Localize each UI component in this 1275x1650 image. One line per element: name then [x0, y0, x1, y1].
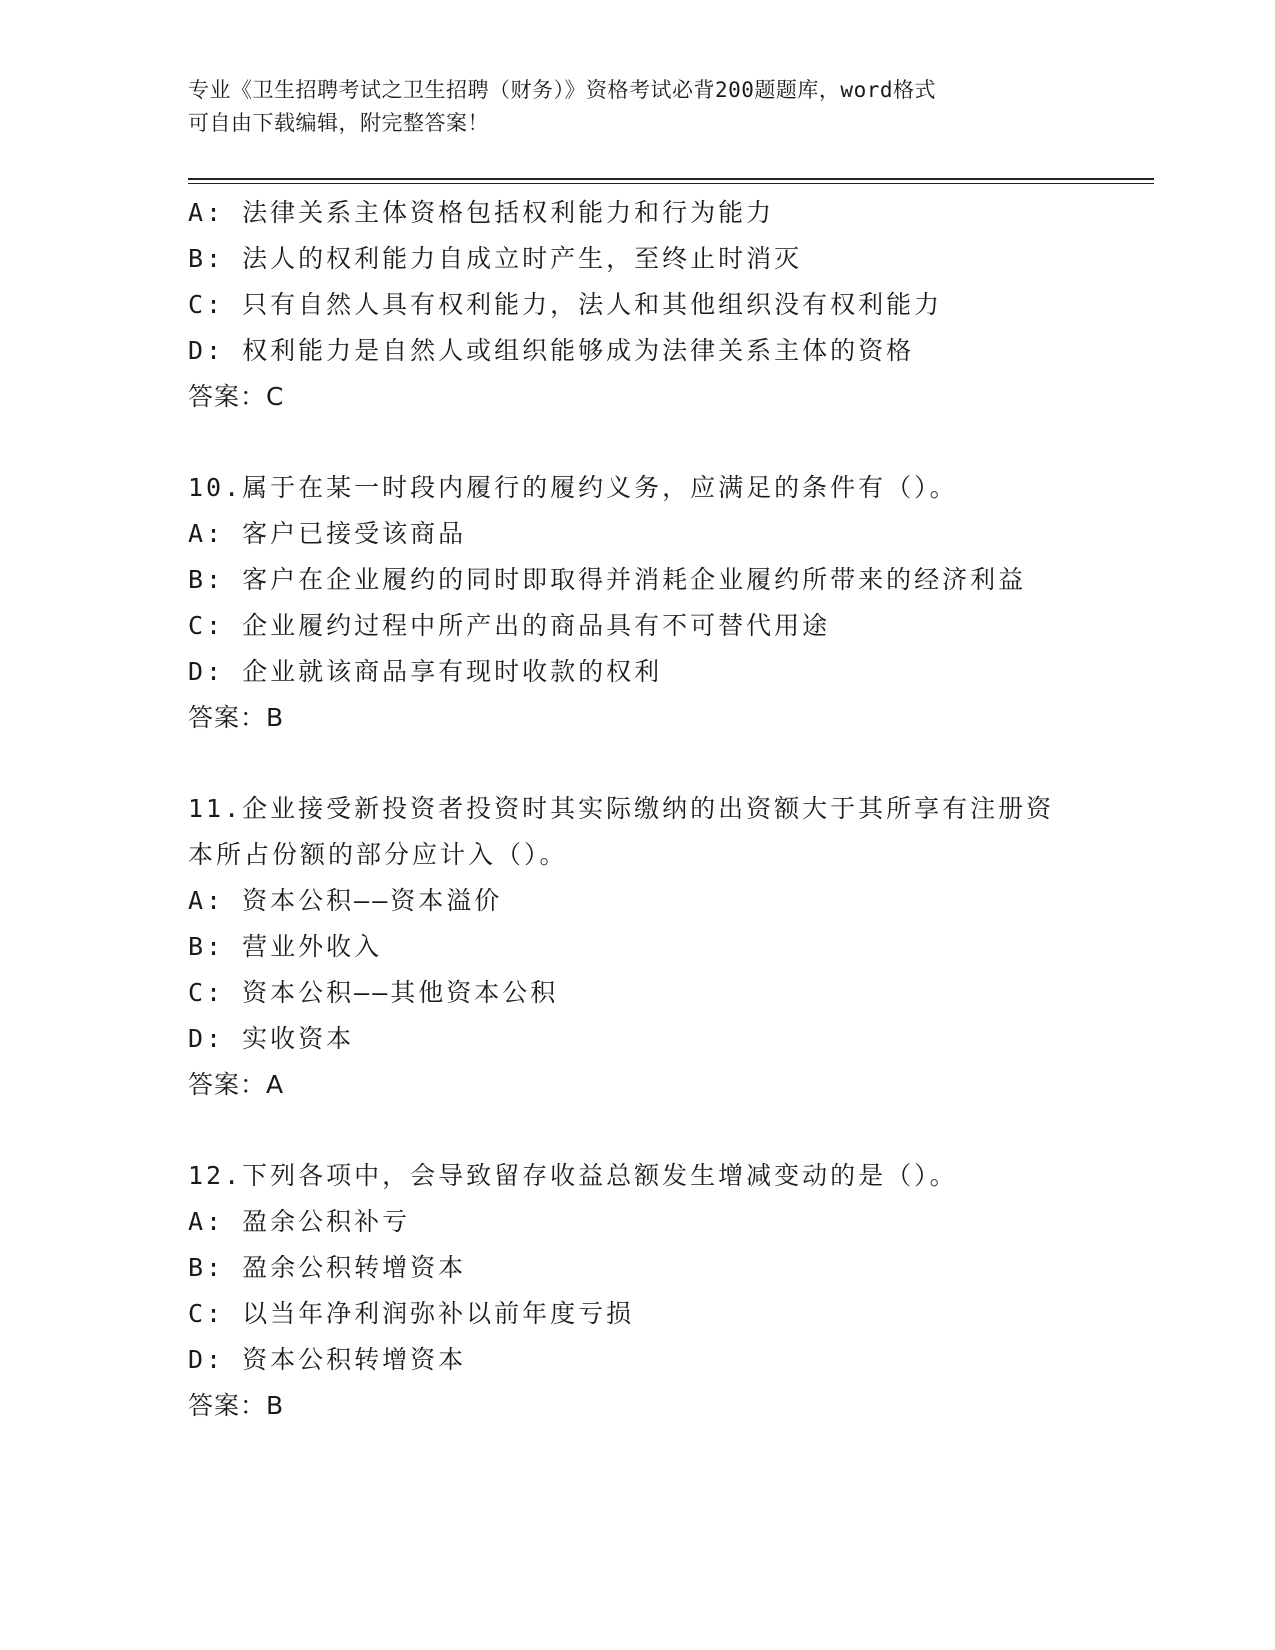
question-stem: 12.下列各项中，会导致留存收益总额发生增减变动的是（）。	[188, 1161, 958, 1190]
option-d: D: 企业就该商品享有现时收款的权利	[188, 657, 663, 686]
header-rule-thick	[188, 178, 1154, 180]
answer: 答案：B	[188, 703, 285, 732]
spacer	[188, 741, 1148, 786]
option-b: B: 客户在企业履约的同时即取得并消耗企业履约所带来的经济利益	[188, 565, 1027, 594]
question-list	[188, 190, 1148, 1429]
option-a: A: 资本公积——资本溢价	[188, 886, 503, 915]
header-line-1: 专业《卫生招聘考试之卫生招聘（财务）》资格考试必背200题题库，word格式	[188, 78, 936, 102]
question-12	[188, 1153, 1148, 1429]
spacer	[188, 420, 1148, 465]
option-c: C: 资本公积——其他资本公积	[188, 978, 559, 1007]
option-a: A: 法律关系主体资格包括权利能力和行为能力	[188, 198, 775, 227]
option-c: C: 只有自然人具有权利能力，法人和其他组织没有权利能力	[188, 290, 943, 319]
document-header	[188, 74, 1068, 140]
answer: 答案：C	[188, 382, 285, 411]
option-b: B: 盈余公积转增资本	[188, 1253, 467, 1282]
answer: 答案：B	[188, 1391, 285, 1420]
answer: 答案：A	[188, 1070, 285, 1099]
option-c: C: 企业履约过程中所产出的商品具有不可替代用途	[188, 611, 831, 640]
option-d: D: 资本公积转增资本	[188, 1345, 467, 1374]
option-d: D: 实收资本	[188, 1024, 355, 1053]
option-b: B: 营业外收入	[188, 932, 383, 961]
option-c: C: 以当年净利润弥补以前年度亏损	[188, 1299, 635, 1328]
question-stem-continued: 本所占份额的部分应计入（）。	[188, 840, 568, 869]
question-stem: 10.属于在某一时段内履行的履约义务，应满足的条件有（）。	[188, 473, 958, 502]
option-a: A: 客户已接受该商品	[188, 519, 467, 548]
question-stem: 11.企业接受新投资者投资时其实际缴纳的出资额大于其所享有注册资	[188, 794, 1055, 823]
header-rule-thin	[188, 183, 1154, 184]
spacer	[188, 1108, 1148, 1153]
question-9	[188, 190, 1148, 420]
option-a: A: 盈余公积补亏	[188, 1207, 411, 1236]
question-11	[188, 786, 1148, 1108]
question-10	[188, 465, 1148, 741]
header-line-2: 可自由下载编辑，附完整答案！	[188, 111, 489, 135]
option-d: D: 权利能力是自然人或组织能够成为法律关系主体的资格	[188, 336, 915, 365]
option-b: B: 法人的权利能力自成立时产生，至终止时消灭	[188, 244, 803, 273]
